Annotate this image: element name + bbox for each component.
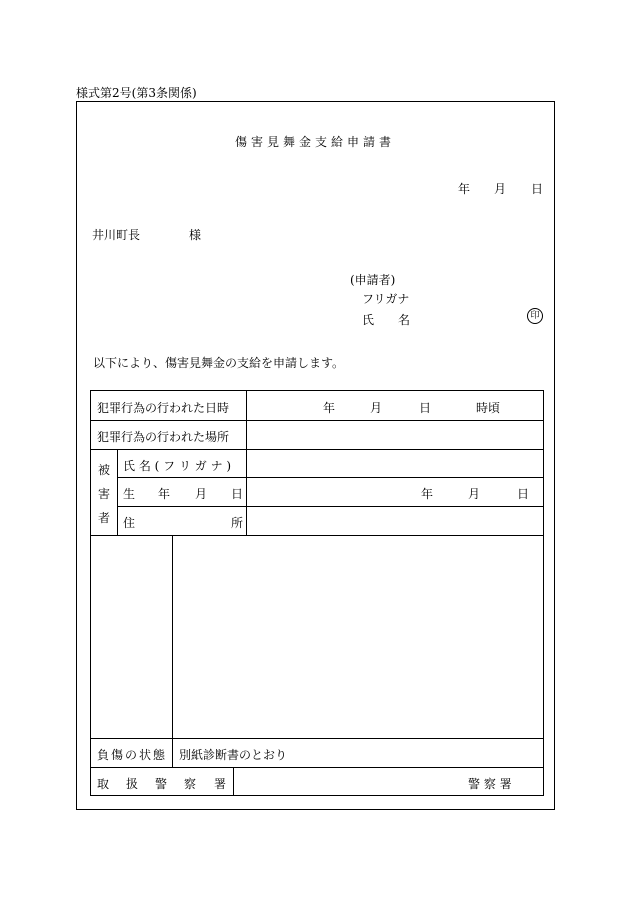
date-day-label: 日 bbox=[531, 182, 544, 196]
crime-day-label: 日 bbox=[419, 401, 432, 415]
crime-datetime-label: 犯罪行為の行われた日時 bbox=[97, 401, 230, 415]
address-label-2: 所 bbox=[231, 516, 244, 530]
birth-month-label: 月 bbox=[468, 487, 481, 501]
birth-label-3: 月 bbox=[195, 487, 208, 501]
injury-value: 別紙診断書のとおり bbox=[179, 748, 288, 762]
crime-hour-label: 時頃 bbox=[476, 401, 501, 415]
crime-year-label: 年 bbox=[323, 401, 336, 415]
applicant-label: (申請者) bbox=[350, 273, 396, 287]
victim-label-2: 害 bbox=[98, 487, 111, 501]
addressee: 井川町長 bbox=[92, 228, 141, 242]
police-label-5: 署 bbox=[214, 777, 227, 791]
police-label-2: 扱 bbox=[126, 777, 139, 791]
date-year-label: 年 bbox=[458, 182, 471, 196]
form-number-label: 様式第2号(第3条関係) bbox=[76, 86, 197, 100]
birth-label-1: 生 bbox=[123, 487, 136, 501]
victim-name-label: 氏 名 ( フ リ ガ ナ ) bbox=[123, 459, 232, 473]
crime-place-label: 犯罪行為の行われた場所 bbox=[97, 430, 230, 444]
application-table bbox=[90, 390, 544, 796]
police-station-value: 警 察 署 bbox=[468, 777, 512, 791]
addressee-suffix: 様 bbox=[189, 228, 202, 242]
victim-label-1: 被 bbox=[98, 463, 111, 477]
furigana-label: フリガナ bbox=[362, 292, 410, 306]
document-title: 傷害見舞金支給申請書 bbox=[234, 135, 395, 149]
birth-day-label: 日 bbox=[517, 487, 530, 501]
injury-label: 負傷の状態 bbox=[97, 748, 168, 762]
crime-month-label: 月 bbox=[370, 401, 383, 415]
name-label-second: 名 bbox=[398, 313, 411, 327]
name-label-first: 氏 bbox=[362, 313, 375, 327]
address-label-1: 住 bbox=[123, 516, 136, 530]
police-label-1: 取 bbox=[97, 777, 110, 791]
birth-label-4: 日 bbox=[231, 487, 244, 501]
police-label-4: 察 bbox=[184, 777, 197, 791]
date-month-label: 月 bbox=[494, 182, 507, 196]
victim-label-3: 者 bbox=[98, 511, 111, 525]
birth-year-label: 年 bbox=[421, 487, 434, 501]
seal-mark-icon: 印 bbox=[527, 308, 543, 324]
application-statement: 以下により、傷害見舞金の支給を申請します。 bbox=[93, 356, 345, 370]
police-label-3: 警 bbox=[155, 777, 168, 791]
birth-label-2: 年 bbox=[158, 487, 171, 501]
